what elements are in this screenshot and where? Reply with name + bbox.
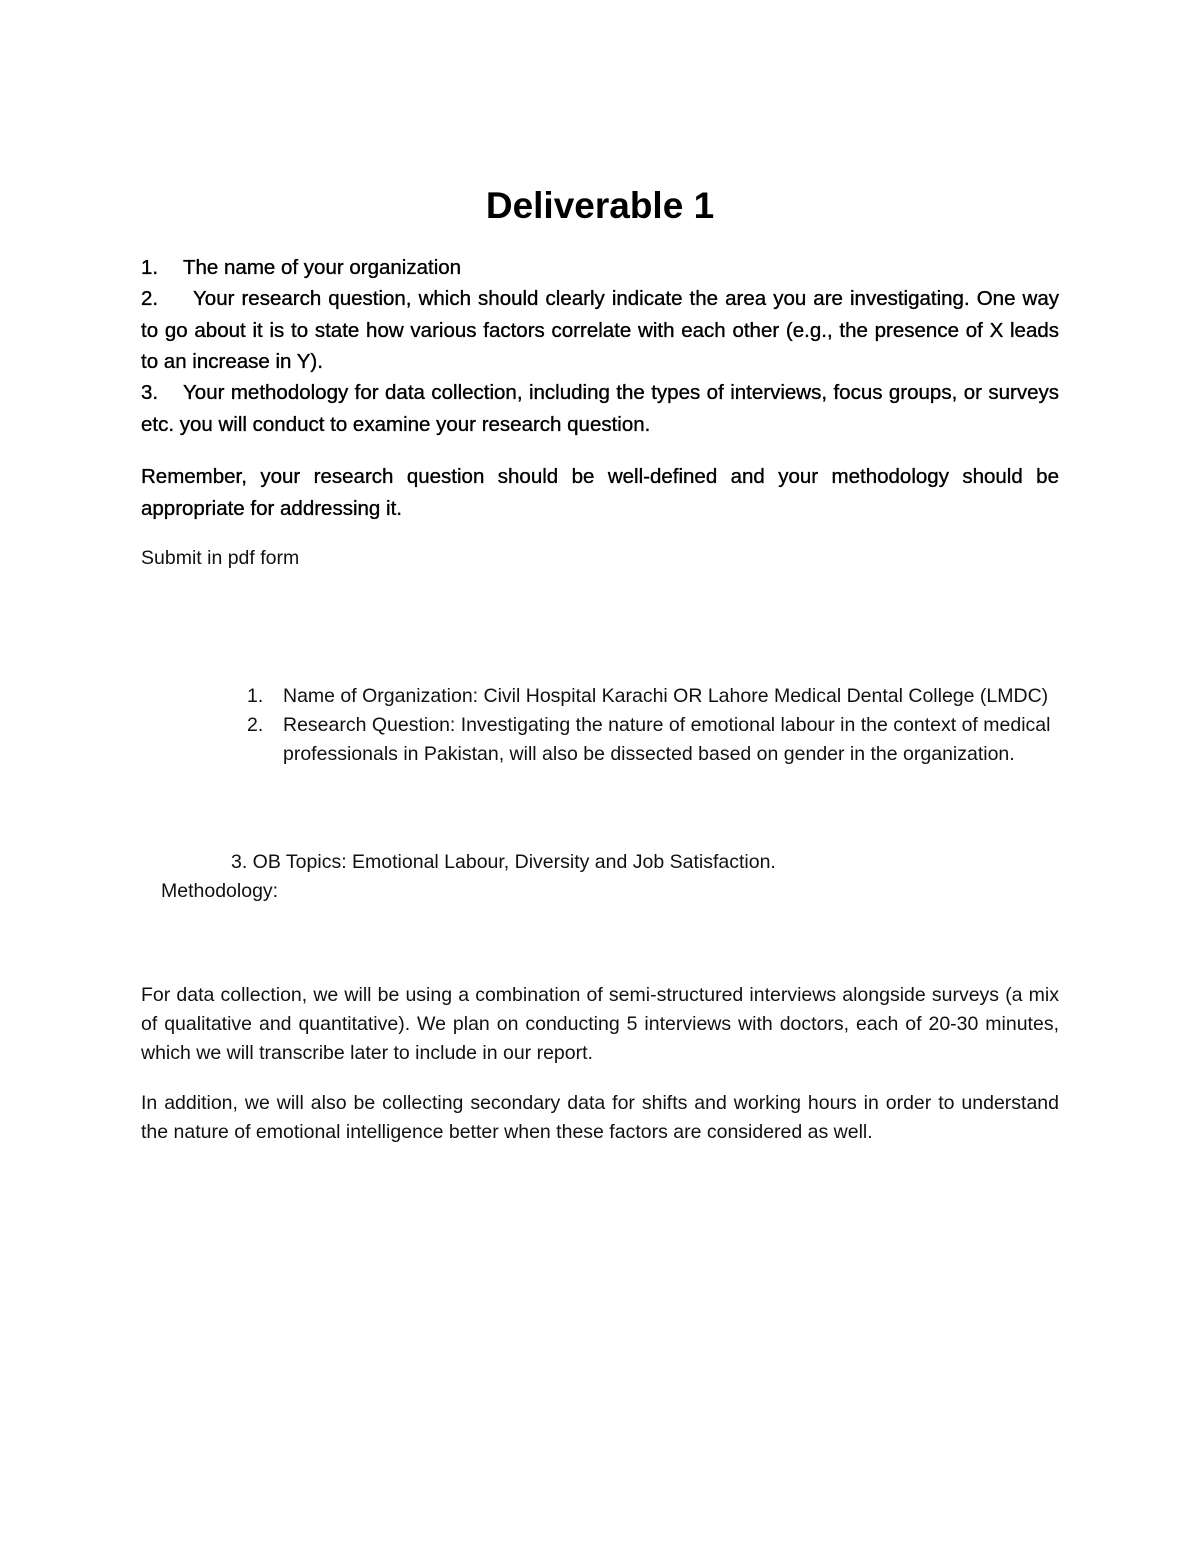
answer-research-question xyxy=(241,711,1059,769)
answer-organization xyxy=(241,682,1059,711)
submit-note: Submit in pdf form xyxy=(141,547,300,569)
answer-text: Research Question: Investigating the nature of emotional labour in the context of medical professionals in Pakistan, will also be dissected based on gender in the organization. xyxy=(283,714,1051,765)
instruction-number: 1. xyxy=(141,256,159,279)
methodology-paragraph-2: In addition, we will also be collecting secondary data for shifts and working hours in order to understand the nature of emotional intelligence better when these factors are considered as well. xyxy=(141,1092,1059,1143)
instruction-item-2 xyxy=(141,283,1059,378)
instruction-item-3 xyxy=(141,377,1059,440)
answer-text: Name of Organization: Civil Hospital Karachi OR Lahore Medical Dental College (LMDC) xyxy=(283,685,1049,707)
methodology-paragraph-1: For data collection, we will be using a combination of semi-structured interviews alongside surveys (a mix of qualitative and quantitative). We plan on conducting 5 interviews with doctors, each of 20-30 minutes, which we will transcribe later to include in our report. xyxy=(141,984,1059,1064)
instruction-text: Your research question, which should clearly indicate the area you are investigating. One way to go about it is to state how various factors correlate with each other (e.g., the presence of X leads to an increase in Y). xyxy=(141,287,1059,373)
reminder-paragraph: Remember, your research question should be well-defined and your methodology should be appropriate for addressing it. xyxy=(141,465,1059,520)
answers-list xyxy=(241,682,1059,769)
answer-number: 1. xyxy=(247,685,264,707)
instruction-text: Your methodology for data collection, including the types of interviews, focus groups, or surveys etc. you will conduct to examine your research question. xyxy=(141,381,1059,436)
instruction-item-1 xyxy=(141,252,1059,284)
methodology-label: Methodology: xyxy=(161,880,279,902)
answer-number: 2. xyxy=(247,714,264,736)
instruction-text: The name of your organization xyxy=(183,256,462,279)
ob-topics: 3. OB Topics: Emotional Labour, Diversity and Job Satisfaction. xyxy=(231,851,776,873)
instruction-number: 3. xyxy=(141,381,159,404)
instruction-number: 2. xyxy=(141,287,159,310)
document-title: Deliverable 1 xyxy=(485,185,715,226)
